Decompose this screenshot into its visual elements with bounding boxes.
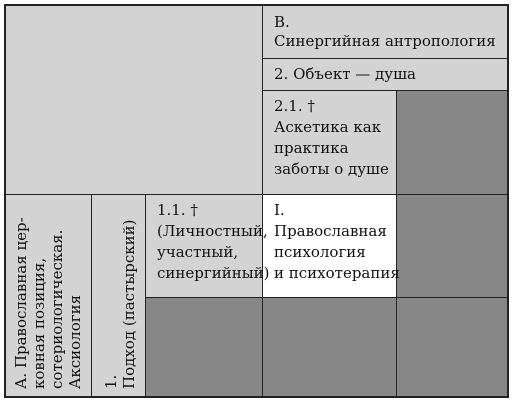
divider [262, 6, 263, 396]
dark-cell-bottom-a [146, 298, 263, 396]
relationship-table [4, 4, 509, 398]
personal-line: (Личностный, [157, 222, 268, 240]
empty-top-left-cell [6, 6, 263, 195]
dark-cell-row1-right [397, 195, 507, 298]
divider [396, 91, 397, 396]
orthodox-position-line: А. Православная цер- [12, 217, 30, 389]
result-number: I. [274, 201, 285, 219]
divider [263, 58, 507, 59]
asceticism-line: заботы о душе [274, 160, 389, 178]
synergy-header-title: Синергийная антропология [274, 32, 496, 50]
divider [6, 194, 507, 195]
result-line: и психотерапия [274, 264, 400, 282]
object-label: 2. Объект — душа [274, 65, 416, 83]
personal-number: 1.1. † [157, 201, 198, 219]
orthodox-position-line: сотериологическая. [48, 229, 66, 389]
divider [91, 195, 92, 396]
result-line: психология [274, 243, 366, 261]
dark-cell-bottom-b [263, 298, 397, 396]
orthodox-position-line: ковная позиция, [30, 257, 48, 389]
approach-title: Подход (пастырский) [120, 219, 138, 389]
asceticism-number: 2.1. † [274, 97, 315, 115]
divider [263, 90, 507, 91]
synergy-header-label: B. [274, 13, 290, 31]
divider [146, 297, 507, 298]
result-line: Православная [274, 222, 387, 240]
dark-cell-right-mid [397, 91, 507, 195]
personal-line: участный, [157, 243, 239, 261]
dark-cell-bottom-c [397, 298, 507, 396]
approach-number: 1. [102, 374, 120, 389]
asceticism-line: Аскетика как [274, 118, 382, 136]
divider [145, 195, 146, 396]
personal-line: синергийный) [157, 264, 270, 282]
asceticism-line: практика [274, 139, 349, 157]
orthodox-position-line: Аксиология [66, 294, 84, 389]
